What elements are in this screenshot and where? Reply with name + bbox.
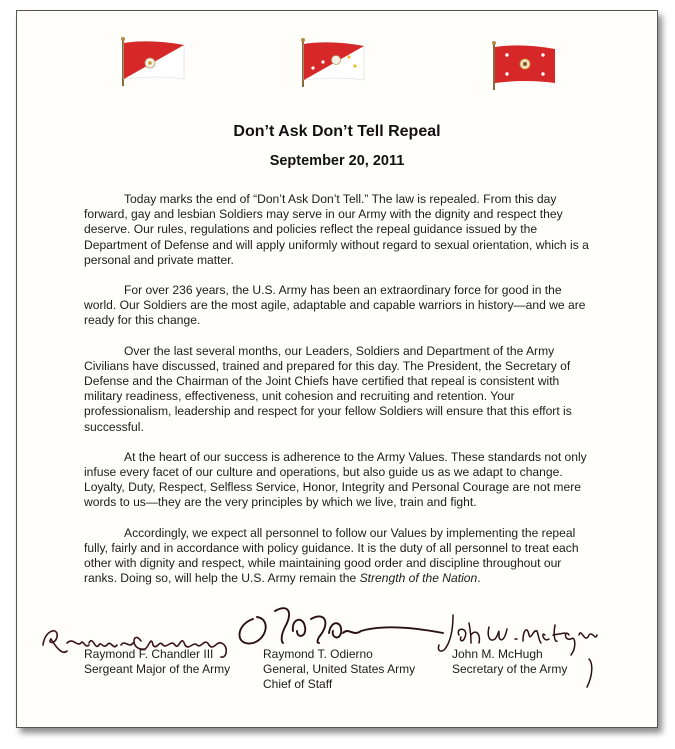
paragraph-3: Over the last several months, our Leaders, Soldiers and Department of the Army Civilians have discussed, trained and prepared for this day. The President, the Secretary of Defense and the Chairman of the Joint Chiefs have certified that repeal is consistent with military readiness, effectiveness, unit cohesion and recruiting and retention. Your professionalism, leadership and respect for your fellow Soldiers will ensure that this effort is successful. [84, 343, 572, 434]
signatory-name: Raymond F. Chandler III [84, 647, 214, 661]
paragraph-2: For over 236 years, the U.S. Army has been an extraordinary force for good in the world. Our Soldiers are the most agile, adaptable and capable warriors in history—and we are ready for this change. [84, 283, 586, 328]
signatory-title-2: Chief of Staff [263, 677, 333, 691]
signatory-mchugh [452, 647, 567, 677]
document-title: Don’t Ask Don’t Tell Repeal [233, 123, 441, 140]
sergeant-major-flag-icon [120, 37, 186, 87]
signatory-title: General, United States Army [263, 662, 416, 676]
signatory-name: John M. McHugh [452, 647, 543, 661]
paragraph-5-tail: . [477, 571, 481, 586]
signatory-title: Secretary of the Army [452, 662, 568, 676]
chief-of-staff-flag-icon [300, 38, 366, 88]
paragraph-1: Today marks the end of “Don’t Ask Don’t Tell.” The law is repealed. From this day forward, gay and lesbian Soldiers may serve in our Army with the dignity and respect they deserve. Our rules, regulations and policies reflect the repeal guidance issued by the Department of Defense and will apply uniformly without regard to sexual orientation, which is a personal and private matter. [84, 192, 589, 267]
document-date: September 20, 2011 [269, 153, 405, 169]
secretary-flag-icon [491, 41, 557, 91]
letter-body [84, 192, 594, 601]
signatory-title: Sergeant Major of the Army [84, 662, 231, 676]
signatory-chandler [84, 647, 230, 677]
signatory-name: Raymond T. Odierno [263, 647, 373, 661]
paragraph-5 [84, 526, 594, 587]
paragraph-5-emphasis: Strength of the Nation [359, 571, 478, 586]
signatory-odierno [263, 647, 415, 692]
paragraph-4: At the heart of our success is adherence to the Army Values. These standards not only infuse every facet of our culture and operations, but also guide us as we adapt to change. Loyalty, Duty, Respect, Selfless Service, Honor, Integrity and Personal Courage are not mere words to us—they are the very principles by which we live, train and fight. [84, 449, 587, 510]
letter-page [16, 10, 658, 728]
paragraph-5-text: Accordingly, we expect all personnel to follow our Values by implementing the repeal fully, fairly and in accordance with policy guidance. It is the duty of all personnel to treat each other with dignity and respect, while maintaining good order and discipline throughout our ranks. Doing so, will help the U.S. Army remain the [84, 525, 579, 586]
